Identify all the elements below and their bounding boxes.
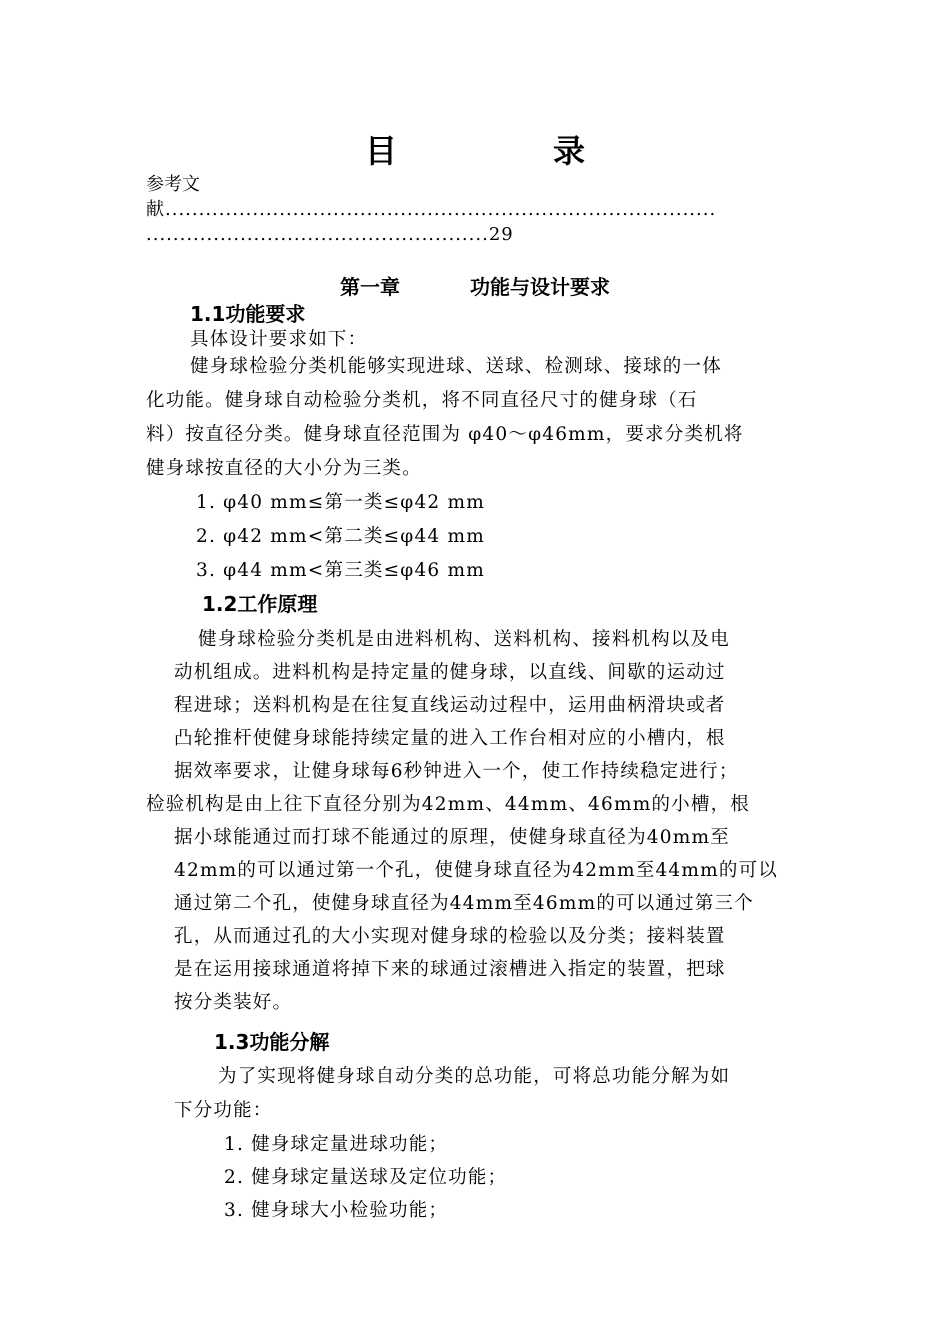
list-item: 3. φ44 mm<第三类≤φ46 mm	[196, 560, 485, 581]
paragraph-line: 为了实现将健身球自动分类的总功能，可将总功能分解为如	[218, 1066, 731, 1087]
list-item: 1. 健身球定量进球功能；	[224, 1134, 449, 1155]
paragraph-line: 料）按直径分类。健身球直径范围为 φ40～φ46mm，要求分类机将	[146, 424, 744, 445]
toc-entry-leader: ...................................................29	[146, 224, 514, 245]
toc-entry-label-line1: 参考文	[146, 174, 200, 195]
chapter-heading	[0, 271, 950, 300]
section-heading-1-2: 1.2工作原理	[202, 592, 318, 616]
paragraph-line: 凸轮推杆使健身球能持续定量的进入工作台相对应的小槽内，根	[174, 728, 726, 749]
paragraph-line: 42mm的可以通过第一个孔，使健身球直径为42mm至44mm的可以	[174, 860, 778, 881]
paragraph-line: 程进球；送料机构是在往复直线运动过程中，运用曲柄滑块或者	[174, 695, 726, 716]
paragraph-line: 孔，从而通过孔的大小实现对健身球的检验以及分类；接料装置	[174, 926, 726, 947]
section-heading-1-3: 1.3功能分解	[214, 1030, 330, 1054]
paragraph-line: 通过第二个孔，使健身球直径为44mm至46mm的可以通过第三个	[174, 893, 754, 914]
paragraph-line: 是在运用接球通道将掉下来的球通过滚槽进入指定的装置，把球	[174, 959, 726, 980]
paragraph-line: 化功能。健身球自动检验分类机，将不同直径尺寸的健身球（石	[146, 390, 698, 411]
chapter-title: 功能与设计要求	[470, 275, 610, 299]
paragraph-line: 检验机构是由上往下直径分别为42mm、44mm、46mm的小槽，根	[146, 794, 750, 815]
section-heading-1-1: 1.1功能要求	[190, 302, 306, 326]
chapter-number: 第一章	[340, 275, 400, 299]
paragraph-line: 据效率要求，让健身球每6秒钟进入一个，使工作持续稳定进行；	[174, 761, 739, 782]
toc-entry-label-line2: 献..................................................................................	[146, 199, 717, 220]
list-item: 3. 健身球大小检验功能；	[224, 1200, 449, 1221]
paragraph-line: 按分类装好。	[174, 992, 293, 1013]
paragraph-line: 健身球检验分类机是由进料机构、送料机构、接料机构以及电	[198, 629, 730, 650]
paragraph-line: 健身球检验分类机能够实现进球、送球、检测球、接球的一体	[190, 356, 722, 377]
list-item: 1. φ40 mm≤第一类≤φ42 mm	[196, 492, 485, 513]
section-intro: 具体设计要求如下：	[190, 329, 368, 350]
toc-entry-page: 29	[488, 224, 514, 245]
paragraph-line: 健身球按直径的大小分为三类。	[146, 458, 422, 479]
paragraph-line: 动机组成。进料机构是持定量的健身球，以直线、间歇的运动过	[174, 662, 726, 683]
list-item: 2. φ42 mm<第二类≤φ44 mm	[196, 526, 485, 547]
toc-entry-references[interactable]	[146, 172, 801, 247]
list-item: 2. 健身球定量送球及定位功能；	[224, 1167, 508, 1188]
toc-title: 目 录	[364, 132, 647, 170]
paragraph-line: 据小球能通过而打球不能通过的原理，使健身球直径为40mm至	[174, 827, 730, 848]
paragraph-line: 下分功能：	[174, 1100, 273, 1121]
